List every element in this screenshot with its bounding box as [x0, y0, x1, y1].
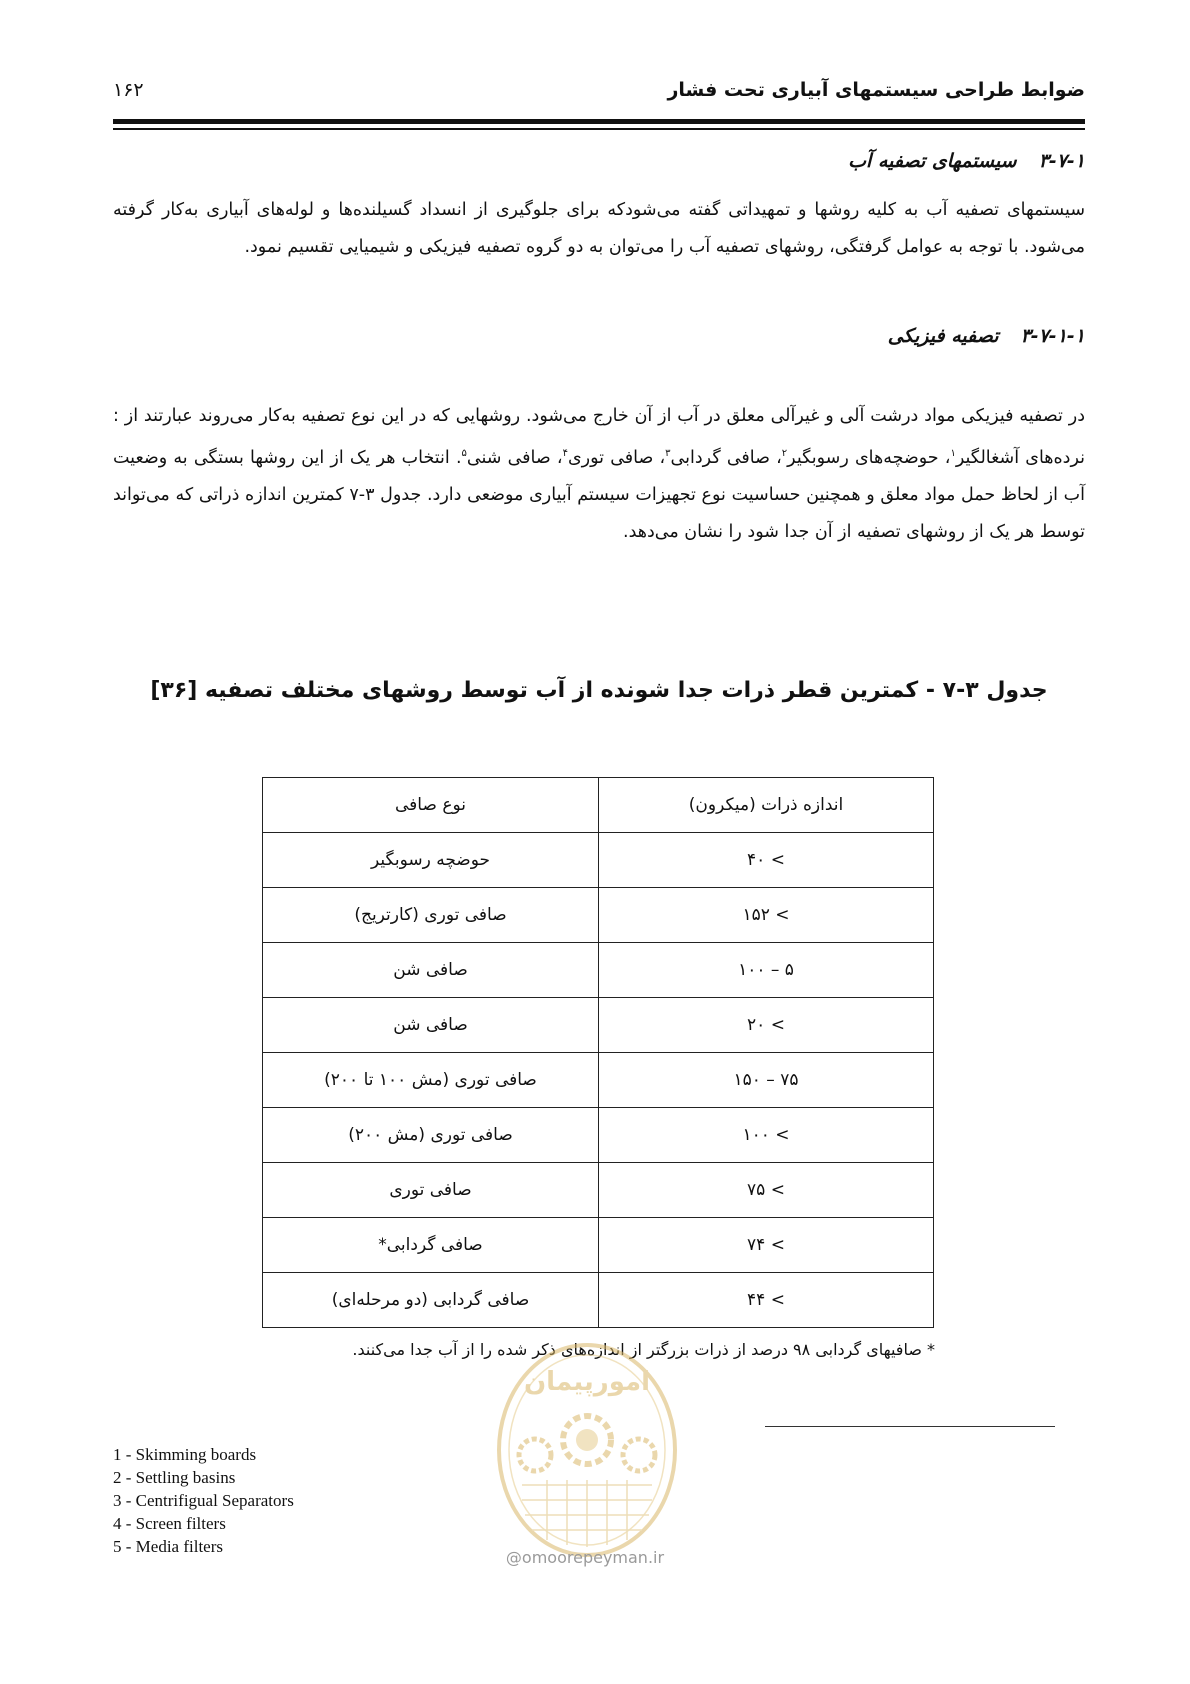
table-row	[263, 1273, 934, 1328]
paragraph-text: ، حوضچه‌های رسوبگیر	[787, 447, 951, 468]
footnote-ref-2: ۲	[781, 448, 788, 459]
cell-size: > ۴۰	[599, 833, 934, 888]
footnote-separator	[765, 1426, 1055, 1427]
cell-type: صافی شن	[263, 998, 599, 1053]
watermark-url: @omoorepeyman.ir	[505, 1548, 665, 1567]
cell-size: ۷۵ – ۱۵۰	[599, 1053, 934, 1108]
cell-size: > ۱۵۲	[599, 888, 934, 943]
running-title: ضوابط طراحی سیستمهای آبیاری تحت فشار	[667, 79, 1085, 101]
section-number: ۳-۷-۱	[1038, 150, 1085, 172]
subsection-title: تصفیه فیزیکی	[887, 325, 999, 347]
section-paragraph: سیستمهای تصفیه آب به کلیه روشها و تمهیداتی گفته می‌شودکه برای جلوگیری از انسداد گسیلنده‌ها و لوله‌های آبیاری به‌کار گرفته می‌شود. با توجه به عوامل گرفتگی، روشهای تصفیه آب را می‌توان به دو گروه تصفیه فیزیکی و شیمیایی تقسیم نمود.	[113, 200, 1085, 257]
cell-type: صافی گردابی*	[263, 1218, 599, 1273]
cell-size: > ۷۵	[599, 1163, 934, 1218]
cell-type: صافی توری (مش ۲۰۰)	[263, 1108, 599, 1163]
table-row	[263, 998, 934, 1053]
footnote-5: 5 - Media filters	[113, 1537, 223, 1556]
cell-size: ۵ – ۱۰۰	[599, 943, 934, 998]
cell-size: > ۱۰۰	[599, 1108, 934, 1163]
table-caption: جدول ۳-۷ - کمترین قطر ذرات جدا شونده از آب توسط روشهای مختلف تصفیه [۳۶]	[150, 678, 1048, 703]
cell-size: > ۷۴	[599, 1218, 934, 1273]
table-note: * صافیهای گردابی ۹۸ درصد از ذرات بزرگتر از اندازه‌های ذکر شده را از آب جدا می‌کنند.	[352, 1340, 935, 1359]
table-row	[263, 1108, 934, 1163]
paragraph-text: ، صافی شنی	[466, 447, 563, 468]
section-title: سیستمهای تصفیه آب	[848, 150, 1017, 172]
cell-size: > ۴۴	[599, 1273, 934, 1328]
cell-type: صافی شن	[263, 943, 599, 998]
footnote-ref-4: ۴	[562, 448, 568, 459]
header-rule-thick	[113, 119, 1085, 124]
cell-type: حوضچه رسوبگیر	[263, 833, 599, 888]
page-header	[113, 72, 1085, 108]
cell-type: صافی توری (کارتریج)	[263, 888, 599, 943]
paragraph-text: ، صافی گردابی	[670, 447, 782, 468]
subsection-heading	[888, 325, 1085, 347]
cell-size: > ۲۰	[599, 998, 934, 1053]
table-row	[263, 943, 934, 998]
table-row	[263, 1163, 934, 1218]
footnote-2: 2 - Settling basins	[113, 1468, 236, 1487]
footnote-4: 4 - Screen filters	[113, 1514, 226, 1533]
table-row	[263, 833, 934, 888]
table-row	[263, 888, 934, 943]
footnote-ref-3: ۳	[665, 448, 671, 459]
page-number: ۱۶۲	[113, 79, 144, 101]
watermark-logo-icon	[487, 1335, 687, 1575]
table-row	[263, 1218, 934, 1273]
footnote-1: 1 - Skimming boards	[113, 1445, 257, 1464]
cell-type: صافی توری	[263, 1163, 599, 1218]
footnote-ref-5: ۵	[461, 448, 467, 459]
cell-type: صافی گردابی (دو مرحله‌ای)	[263, 1273, 599, 1328]
table-row	[263, 1053, 934, 1108]
table-header-row	[263, 778, 934, 833]
header-particle-size: اندازه ذرات (میکرون)	[599, 778, 934, 833]
paragraph-text: در تصفیه فیزیکی مواد درشت آلی و غیرآلی معلق در آب از آن خارج می‌شود. روشهایی که در این نوع تصفیه به‌کار می‌روند عبارتند از : نرده‌های آشغالگیر	[113, 406, 1085, 468]
paragraph-text: ، صافی توری	[567, 447, 666, 468]
footnotes	[113, 1443, 294, 1558]
filter-size-table	[262, 777, 934, 1328]
watermark-logo-text: امورپیمان	[523, 1367, 651, 1397]
section-heading	[848, 150, 1085, 172]
footnote-ref-1: ۱	[950, 448, 956, 459]
cell-type: صافی توری (مش ۱۰۰ تا ۲۰۰)	[263, 1053, 599, 1108]
footnote-3: 3 - Centrifigual Separators	[113, 1491, 294, 1510]
subsection-number: ۳-۷-۱-۱	[1020, 325, 1085, 347]
header-filter-type: نوع صافی	[263, 778, 599, 833]
paragraph-text: . انتخاب هر یک از این روشها بستگی به وضعیت آب از لحاظ حمل مواد معلق و همچنین حساسیت نوع تجهیزات سیستم آبیاری موضعی دارد. جدول ۳-۷ کمترین اندازه ذراتی که می‌تواند توسط هر یک از روشهای تصفیه از آن جدا شود را نشان می‌دهد.	[113, 447, 1085, 542]
subsection-paragraph	[113, 398, 1085, 551]
header-rule-thin	[113, 128, 1085, 130]
